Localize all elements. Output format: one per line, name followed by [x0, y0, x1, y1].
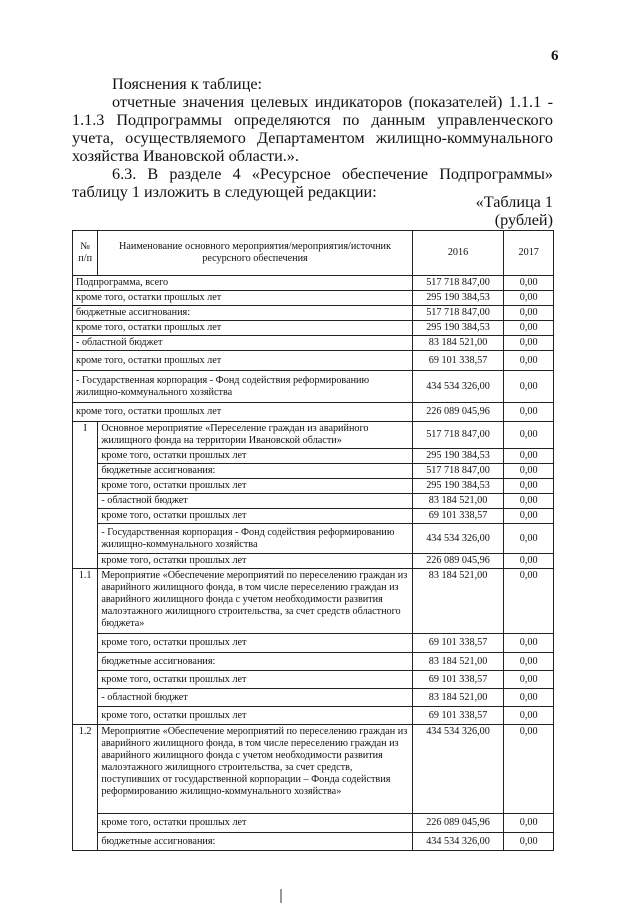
row-name: кроме того, остатки прошлых лет	[73, 351, 413, 371]
header-2017: 2017	[504, 231, 554, 276]
row-2016: 517 718 847,00	[412, 422, 504, 449]
row-name: кроме того, остатки прошлых лет	[98, 479, 412, 494]
row-2017: 0,00	[504, 449, 554, 464]
row-name: - Государственная корпорация - Фонд содействия реформированию жилищно-коммунального хозяйства	[98, 524, 412, 554]
table-row-activity	[73, 725, 554, 814]
row-name: бюджетные ассигнования:	[98, 833, 412, 851]
units-label: (рублей)	[494, 211, 553, 229]
row-2016: 517 718 847,00	[412, 464, 504, 479]
row-2017: 0,00	[504, 479, 554, 494]
row-name: кроме того, остатки прошлых лет	[98, 554, 412, 569]
table-row-main-activity	[73, 422, 554, 449]
table-row	[73, 671, 554, 689]
row-2017: 0,00	[504, 653, 554, 671]
table-row	[73, 524, 554, 554]
row-name: бюджетные ассигнования:	[73, 306, 413, 321]
row-name: Подпрограмма, всего	[73, 276, 413, 291]
scan-artifact-mark	[280, 889, 282, 903]
row-name: кроме того, остатки прошлых лет	[98, 509, 412, 524]
row-2016: 434 534 326,00	[412, 833, 504, 851]
row-name: кроме того, остатки прошлых лет	[73, 321, 413, 336]
table-row	[73, 321, 554, 336]
header-name: Наименование основного мероприятия/мероприятия/источник ресурсного обеспечения	[98, 231, 412, 276]
table-row	[73, 371, 554, 403]
row-name: Основное мероприятие «Переселение граждан из аварийного жилищного фонда на территории Ивановской области»	[98, 422, 412, 449]
table-header-row	[73, 231, 554, 276]
table-row	[73, 306, 554, 321]
row-2016: 434 534 326,00	[412, 725, 504, 814]
table-notes-heading: Пояснения к таблице:	[112, 75, 263, 93]
row-2017: 0,00	[504, 306, 554, 321]
row-2016: 434 534 326,00	[412, 371, 504, 403]
row-2016: 69 101 338,57	[412, 671, 504, 689]
row-2016: 69 101 338,57	[412, 707, 504, 725]
row-2016: 295 190 384,53	[412, 479, 504, 494]
row-2016: 83 184 521,00	[412, 653, 504, 671]
row-2016: 295 190 384,53	[412, 291, 504, 306]
row-2016: 517 718 847,00	[412, 306, 504, 321]
row-2017: 0,00	[504, 707, 554, 725]
row-2016: 434 534 326,00	[412, 524, 504, 554]
row-2016: 295 190 384,53	[412, 449, 504, 464]
row-2017: 0,00	[504, 464, 554, 479]
row-2016: 69 101 338,57	[412, 634, 504, 653]
table-row	[73, 403, 554, 422]
row-name: бюджетные ассигнования:	[98, 653, 412, 671]
row-name: - областной бюджет	[98, 689, 412, 707]
row-2017: 0,00	[504, 494, 554, 509]
row-2017: 0,00	[504, 833, 554, 851]
table-row	[73, 634, 554, 653]
page-number: 6	[551, 48, 559, 64]
row-2017: 0,00	[504, 554, 554, 569]
row-name: Мероприятие «Обеспечение мероприятий по переселению граждан из аварийного жилищного фонда, в том числе переселению граждан из аварийного жилищного фонда с учетом необходимости развития малоэтажного жилищного строительства, за счет средств, поступивших от государственной корпорации – Фонда содействия реформированию жилищно-коммунального хозяйства»	[98, 725, 412, 814]
table-row	[73, 494, 554, 509]
header-no: № п/п	[73, 231, 98, 276]
row-2017: 0,00	[504, 422, 554, 449]
table-row	[73, 291, 554, 306]
row-name: - Государственная корпорация - Фонд содействия реформированию жилищно-коммунального хозяйства	[73, 371, 413, 403]
table-row	[73, 479, 554, 494]
row-name: - областной бюджет	[73, 336, 413, 351]
table-row	[73, 276, 554, 291]
row-2017: 0,00	[504, 725, 554, 814]
table-notes-text: отчетные значения целевых индикаторов (показателей) 1.1.1 - 1.1.3 Подпрограммы определяются по данным управленческого учета, осуществляемого Департаментом жилищно-коммунального хозяйства Ивановской области.».	[72, 93, 553, 165]
row-name: кроме того, остатки прошлых лет	[98, 814, 412, 833]
header-2016: 2016	[412, 231, 504, 276]
row-name: Мероприятие «Обеспечение мероприятий по переселению граждан из аварийного жилищного фонда, в том числе переселению граждан из аварийного жилищного фонда с учетом необходимости развития малоэтажного жилищного строительства, за счет средств областного бюджета»	[98, 569, 412, 634]
row-2016: 69 101 338,57	[412, 509, 504, 524]
row-2016: 226 089 045,96	[412, 403, 504, 422]
row-2016: 69 101 338,57	[412, 351, 504, 371]
table-row	[73, 509, 554, 524]
table-row	[73, 449, 554, 464]
row-2017: 0,00	[504, 671, 554, 689]
table-row	[73, 653, 554, 671]
row-2016: 517 718 847,00	[412, 276, 504, 291]
row-name: кроме того, остатки прошлых лет	[98, 671, 412, 689]
table-label: «Таблица 1	[475, 193, 553, 211]
row-2016: 83 184 521,00	[412, 336, 504, 351]
table-row-activity	[73, 569, 554, 634]
row-2016: 226 089 045,96	[412, 554, 504, 569]
table-row	[73, 336, 554, 351]
row-name: кроме того, остатки прошлых лет	[73, 291, 413, 306]
row-number: I	[73, 422, 98, 569]
row-2016: 83 184 521,00	[412, 569, 504, 634]
row-name: бюджетные ассигнования:	[98, 464, 412, 479]
row-2017: 0,00	[504, 634, 554, 653]
row-2017: 0,00	[504, 371, 554, 403]
table-row	[73, 814, 554, 833]
row-name: кроме того, остатки прошлых лет	[98, 449, 412, 464]
table-row	[73, 464, 554, 479]
row-number: 1.1	[73, 569, 98, 725]
row-name: кроме того, остатки прошлых лет	[98, 634, 412, 653]
table-row	[73, 351, 554, 371]
table-row	[73, 689, 554, 707]
row-2017: 0,00	[504, 689, 554, 707]
row-2016: 83 184 521,00	[412, 494, 504, 509]
row-2016: 295 190 384,53	[412, 321, 504, 336]
row-2017: 0,00	[504, 524, 554, 554]
row-name: кроме того, остатки прошлых лет	[73, 403, 413, 422]
row-number: 1.2	[73, 725, 98, 851]
row-2017: 0,00	[504, 291, 554, 306]
row-2017: 0,00	[504, 336, 554, 351]
row-2017: 0,00	[504, 276, 554, 291]
row-2017: 0,00	[504, 403, 554, 422]
row-name: кроме того, остатки прошлых лет	[98, 707, 412, 725]
row-2016: 83 184 521,00	[412, 689, 504, 707]
resource-table	[72, 230, 554, 851]
row-name: - областной бюджет	[98, 494, 412, 509]
section-amendment-text: 6.3. В разделе 4 «Ресурсное обеспечение Подпрограммы» таблицу 1 изложить в следующей редакции:	[72, 165, 553, 201]
table-row	[73, 707, 554, 725]
row-2017: 0,00	[504, 814, 554, 833]
row-2017: 0,00	[504, 509, 554, 524]
row-2017: 0,00	[504, 321, 554, 336]
row-2017: 0,00	[504, 569, 554, 634]
table-row	[73, 554, 554, 569]
row-2017: 0,00	[504, 351, 554, 371]
table-row	[73, 833, 554, 851]
row-2016: 226 089 045,96	[412, 814, 504, 833]
